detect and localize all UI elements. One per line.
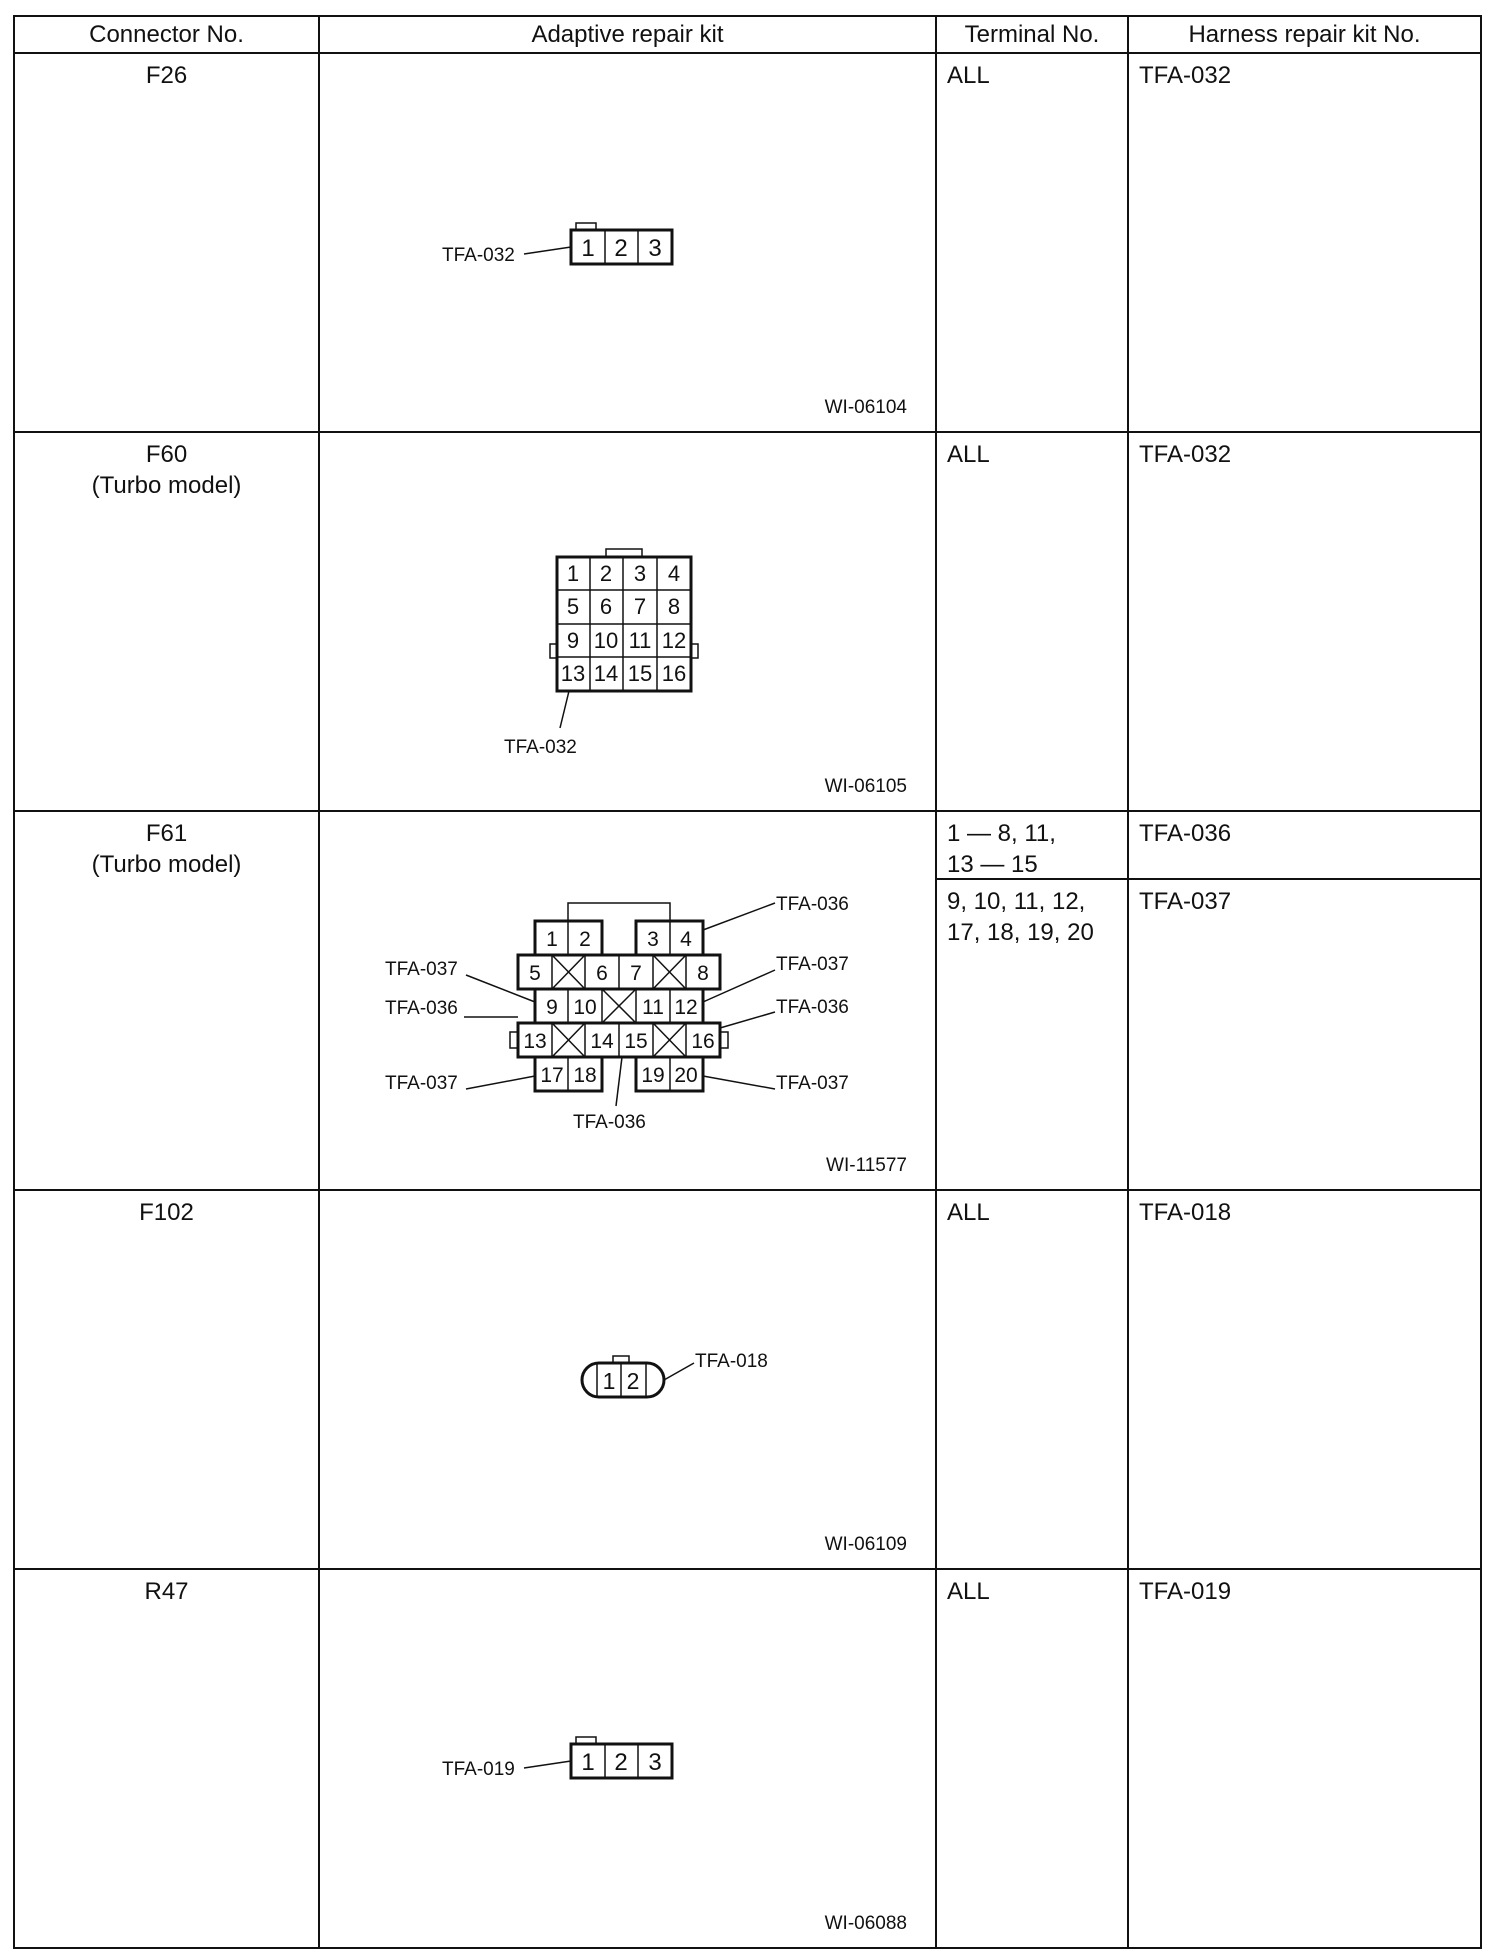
- pin-label: 4: [667, 561, 681, 586]
- pin-label: 9: [566, 628, 580, 653]
- connector-cell: [14, 1190, 319, 1569]
- header-row: [14, 16, 1481, 53]
- pin-label: 2: [599, 561, 613, 586]
- harness-cell: [1128, 1190, 1481, 1569]
- connector-diagram-r47: [320, 1570, 935, 1941]
- pin-label: 11: [628, 628, 652, 653]
- diagram-cell: [319, 432, 936, 811]
- pin-label: 2: [614, 1749, 628, 1776]
- pin-label: 12: [674, 996, 698, 1019]
- pin-label: 8: [667, 594, 681, 619]
- figure-id: WI-06105: [824, 776, 907, 797]
- pin-label: 16: [691, 1030, 715, 1053]
- connector-no: F26: [145, 62, 188, 89]
- pin-label: 15: [624, 1030, 648, 1053]
- pin-label: 3: [648, 235, 662, 262]
- pin-label: 13: [560, 661, 586, 686]
- pin-label: 3: [647, 928, 659, 951]
- kit-callout: TFA-032: [504, 737, 577, 758]
- diagram-cell: [319, 1190, 936, 1569]
- terminal-no: 1 — 8, 11, 13 — 15: [937, 812, 1127, 880]
- connector-diagram-f60: [320, 433, 935, 804]
- connector-diagram-f102: [320, 1191, 935, 1562]
- harness-cell: [1128, 1569, 1481, 1948]
- kit-callout: TFA-036: [573, 1112, 646, 1133]
- terminal-no: ALL: [947, 1578, 990, 1605]
- pin-label: 7: [630, 962, 642, 985]
- pin-label: 18: [573, 1064, 597, 1087]
- terminal-cell: [936, 53, 1128, 432]
- connector-cell: [14, 1569, 319, 1948]
- figure-id: WI-06088: [824, 1913, 907, 1934]
- terminal-no: ALL: [947, 441, 990, 468]
- harness-kit-no: TFA-032: [1139, 441, 1232, 468]
- harness-cell: [1128, 432, 1481, 811]
- diagram-cell: [319, 53, 936, 432]
- connector-no: F60: [145, 441, 188, 468]
- figure-id: WI-11577: [826, 1155, 907, 1176]
- harness-kit-no: TFA-037: [1139, 888, 1232, 915]
- connector-no: R47: [144, 1578, 189, 1605]
- pin-label: 5: [566, 594, 580, 619]
- terminal-cell: [936, 811, 1128, 1190]
- table-row: [14, 432, 1481, 811]
- harness-kit-no: TFA-032: [1139, 62, 1232, 89]
- pin-label: 3: [648, 1749, 662, 1776]
- connector-diagram-f26: [320, 54, 935, 425]
- pin-label: 14: [593, 661, 619, 686]
- pin-label: 1: [546, 928, 558, 951]
- diagram-cell: [319, 1569, 936, 1948]
- header-kit: Adaptive repair kit: [319, 16, 936, 53]
- kit-callout: TFA-019: [442, 1759, 515, 1780]
- harness-cell: [1128, 53, 1481, 432]
- figure-id: WI-06104: [824, 397, 907, 418]
- connector-diagram-f61: [320, 812, 935, 1183]
- pin-label: 2: [614, 235, 628, 262]
- pin-label: 14: [590, 1030, 614, 1053]
- pin-label: 20: [674, 1064, 698, 1087]
- harness-kit-no: TFA-019: [1139, 1578, 1232, 1605]
- connector-note: (Turbo model): [91, 472, 242, 499]
- pin-label: 17: [540, 1064, 564, 1087]
- pin-label: 4: [680, 928, 692, 951]
- header-connector: Connector No.: [14, 16, 319, 53]
- pin-label: 12: [661, 628, 687, 653]
- kit-callout: TFA-037: [776, 1073, 849, 1094]
- pin-label: 15: [627, 661, 653, 686]
- repair-kit-table: [13, 15, 1482, 1949]
- terminal-cell: [936, 432, 1128, 811]
- terminal-no: 9, 10, 11, 12, 17, 18, 19, 20: [947, 888, 1094, 946]
- pin-label: 1: [581, 235, 595, 262]
- pin-label: 1: [566, 561, 580, 586]
- pin-label: 10: [573, 996, 597, 1019]
- connector-no: F102: [139, 1199, 194, 1226]
- connector-cell: [14, 53, 319, 432]
- connector-cell: [14, 432, 319, 811]
- pin-label: 2: [626, 1368, 640, 1394]
- diagram-cell: [319, 811, 936, 1190]
- table-row: [14, 1190, 1481, 1569]
- terminal-no: ALL: [947, 1199, 990, 1226]
- connector-cell: [14, 811, 319, 1190]
- pin-label: 6: [596, 962, 608, 985]
- kit-callout: TFA-037: [776, 954, 849, 975]
- kit-callout: TFA-032: [442, 245, 515, 266]
- header-terminal: Terminal No.: [936, 16, 1128, 53]
- harness-kit-no: TFA-018: [1139, 1199, 1232, 1226]
- kit-callout: TFA-037: [385, 959, 458, 980]
- pin-label: 7: [633, 594, 647, 619]
- pin-label: 10: [593, 628, 619, 653]
- kit-callout: TFA-018: [695, 1351, 768, 1372]
- pin-label: 11: [642, 996, 664, 1019]
- pin-label: 9: [546, 996, 558, 1019]
- pin-label: 2: [579, 928, 591, 951]
- table-row: [14, 1569, 1481, 1948]
- pin-label: 19: [641, 1064, 665, 1087]
- pin-label: 13: [523, 1030, 547, 1053]
- pin-label: 6: [599, 594, 613, 619]
- header-harness: Harness repair kit No.: [1128, 16, 1481, 53]
- pin-label: 16: [661, 661, 687, 686]
- terminal-cell: [936, 1190, 1128, 1569]
- table-row: [14, 53, 1481, 432]
- connector-no: F61: [145, 820, 188, 847]
- harness-kit-no: TFA-036: [1129, 812, 1480, 880]
- terminal-cell: [936, 1569, 1128, 1948]
- figure-id: WI-06109: [824, 1534, 907, 1555]
- table-row: [14, 811, 1481, 1190]
- pin-label: 1: [581, 1749, 595, 1776]
- kit-callout: TFA-036: [776, 997, 849, 1018]
- kit-callout: TFA-036: [776, 894, 849, 915]
- pin-label: 3: [633, 561, 647, 586]
- pin-label: 5: [529, 962, 541, 985]
- connector-note: (Turbo model): [91, 851, 242, 878]
- harness-cell: [1128, 811, 1481, 1190]
- pin-label: 8: [697, 962, 709, 985]
- terminal-no: ALL: [947, 62, 990, 89]
- kit-callout: TFA-037: [385, 1073, 458, 1094]
- pin-label: 1: [602, 1368, 616, 1394]
- kit-callout: TFA-036: [385, 998, 458, 1019]
